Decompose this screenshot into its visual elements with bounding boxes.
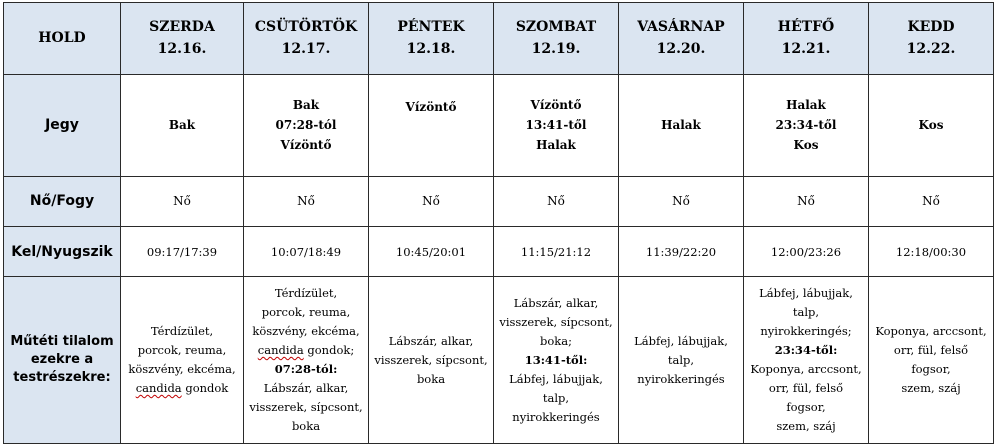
sign-change-time: 23:34-től	[775, 118, 837, 133]
body-parts-text: gondok;	[303, 343, 355, 358]
sign-cell	[244, 74, 369, 176]
day-header-thursday	[244, 3, 369, 75]
body-parts-cell	[369, 277, 494, 444]
day-date: 12.19.	[531, 41, 581, 58]
phase-cell: Nő	[121, 176, 244, 226]
sign-cell	[619, 74, 744, 176]
day-header-monday	[744, 3, 869, 75]
day-name: KEDD	[907, 19, 955, 36]
body-parts-line	[125, 379, 239, 398]
body-parts-cell	[244, 277, 369, 444]
day-header-sunday	[619, 3, 744, 75]
row-label-line: Műtéti tilalom	[10, 334, 114, 350]
phase-cell: Nő	[744, 176, 869, 226]
body-parts-line: visszerek, sípcsont,	[249, 400, 363, 415]
sign-cell	[121, 74, 244, 176]
rise-set-cell: 10:45/20:01	[369, 227, 494, 277]
day-header-tuesday	[869, 3, 994, 75]
body-parts-line: nyirokkeringés;	[760, 324, 852, 339]
body-parts-line: porcok, reuma,	[137, 343, 227, 358]
sign-cell	[744, 74, 869, 176]
day-name: HÉTFŐ	[777, 19, 835, 36]
sign-row	[4, 74, 994, 176]
phase-cell: Nő	[369, 176, 494, 226]
body-parts-line: Lábfej, lábujjak, talp,	[509, 371, 603, 405]
day-name: CSÜTÖRTÖK	[254, 19, 358, 36]
phase-cell: Nő	[619, 176, 744, 226]
row-label-phase: Nő/Fogy	[4, 176, 121, 226]
sign-text: Bak	[168, 118, 196, 133]
day-name: VASÁRNAP	[637, 19, 725, 36]
body-parts-line: boka;	[540, 333, 572, 348]
phase-row	[4, 176, 994, 226]
sign-change-time: 13:41-től	[525, 118, 587, 133]
sign-text: Halak	[661, 118, 701, 133]
day-header-wednesday	[121, 3, 244, 75]
day-name: SZOMBAT	[515, 19, 597, 36]
row-label-line: testrészekre:	[13, 370, 111, 386]
sign-text: Halak	[786, 98, 826, 113]
body-parts-line: Térdízület,	[274, 286, 338, 301]
day-header-friday	[369, 3, 494, 75]
body-parts-line: Lábszár, alkar,	[263, 381, 349, 396]
body-parts-line: visszerek, sípcsont,	[499, 314, 613, 329]
rise-set-row	[4, 227, 994, 277]
row-label-sign: Jegy	[4, 74, 121, 176]
day-date: 12.18.	[406, 41, 456, 58]
body-parts-line: Lábszár, alkar,	[388, 333, 474, 348]
sign-text: Vízöntő	[405, 99, 457, 114]
body-parts-line: Térdízület,	[150, 324, 214, 339]
body-parts-line: Lábfej, lábujjak, talp,	[634, 333, 728, 367]
body-parts-line: Lábfej, lábujjak, talp,	[759, 286, 853, 320]
day-date: 12.20.	[656, 41, 706, 58]
day-date: 12.17.	[281, 41, 331, 58]
body-parts-change-time: 13:41-től:	[524, 352, 588, 367]
surgery-restriction-row	[4, 277, 994, 444]
body-parts-change-time: 23:34-től:	[774, 343, 838, 358]
body-parts-cell	[494, 277, 619, 444]
body-parts-line: köszvény, ekcéma,	[252, 324, 360, 339]
body-parts-line: boka	[291, 419, 321, 434]
body-parts-line: köszvény, ekcéma,	[128, 362, 236, 377]
body-parts-line: nyirokkeringés	[512, 409, 600, 424]
row-label-surgery-restriction	[4, 277, 121, 444]
body-parts-line: orr, fül, felső fogsor,	[768, 381, 844, 415]
sign-text: Bak	[292, 98, 320, 113]
rise-set-cell: 10:07/18:49	[244, 227, 369, 277]
body-parts-line: nyirokkeringés	[637, 371, 725, 386]
body-parts-line: Koponya, arccsont,	[750, 362, 862, 377]
day-name: PÉNTEK	[397, 19, 465, 36]
body-parts-line	[248, 341, 364, 360]
body-parts-cell	[619, 277, 744, 444]
sign-text: Halak	[536, 138, 576, 153]
day-date: 12.16.	[157, 41, 207, 58]
phase-cell: Nő	[869, 176, 994, 226]
body-parts-line: visszerek, sípcsont,	[374, 352, 488, 367]
rise-set-cell: 11:15/21:12	[494, 227, 619, 277]
moon-calendar-table	[3, 2, 994, 444]
day-date: 12.21.	[781, 41, 831, 58]
rise-set-cell: 11:39/22:20	[619, 227, 744, 277]
sign-cell	[869, 74, 994, 176]
sign-cell	[494, 74, 619, 176]
phase-cell: Nő	[494, 176, 619, 226]
day-name: SZERDA	[149, 19, 215, 36]
header-row	[4, 3, 994, 75]
rise-set-cell: 09:17/17:39	[121, 227, 244, 277]
body-parts-change-time: 07:28-tól:	[274, 362, 338, 377]
body-parts-cell	[869, 277, 994, 444]
body-parts-line: Lábszár, alkar,	[513, 295, 599, 310]
spellcheck-underlined-word: candida	[257, 343, 304, 358]
body-parts-line: orr, fül, felső fogsor,	[893, 343, 969, 377]
day-date: 12.22.	[906, 41, 956, 58]
body-parts-cell	[744, 277, 869, 444]
body-parts-line: szem, száj	[901, 381, 961, 396]
row-label-line: ezekre a	[30, 352, 94, 368]
sign-text: Vízöntő	[530, 98, 582, 113]
day-header-saturday	[494, 3, 619, 75]
sign-text: Kos	[918, 118, 944, 133]
body-parts-line: porcok, reuma,	[261, 305, 351, 320]
body-parts-line: szem, száj	[776, 419, 836, 434]
body-parts-cell	[121, 277, 244, 444]
rise-set-cell: 12:00/23:26	[744, 227, 869, 277]
row-label-rise-set: Kel/Nyugszik	[4, 227, 121, 277]
sign-cell	[369, 74, 494, 176]
rise-set-cell: 12:18/00:30	[869, 227, 994, 277]
phase-cell: Nő	[244, 176, 369, 226]
body-parts-line: Koponya, arccsont,	[875, 324, 987, 339]
body-parts-text: gondok	[181, 381, 229, 396]
sign-text: Kos	[793, 138, 819, 153]
spellcheck-underlined-word: candida	[135, 381, 182, 396]
body-parts-line: boka	[416, 371, 446, 386]
sign-change-time: 07:28-tól	[275, 118, 337, 133]
sign-text: Vízöntő	[280, 138, 332, 153]
header-corner-hold: HOLD	[4, 3, 121, 75]
